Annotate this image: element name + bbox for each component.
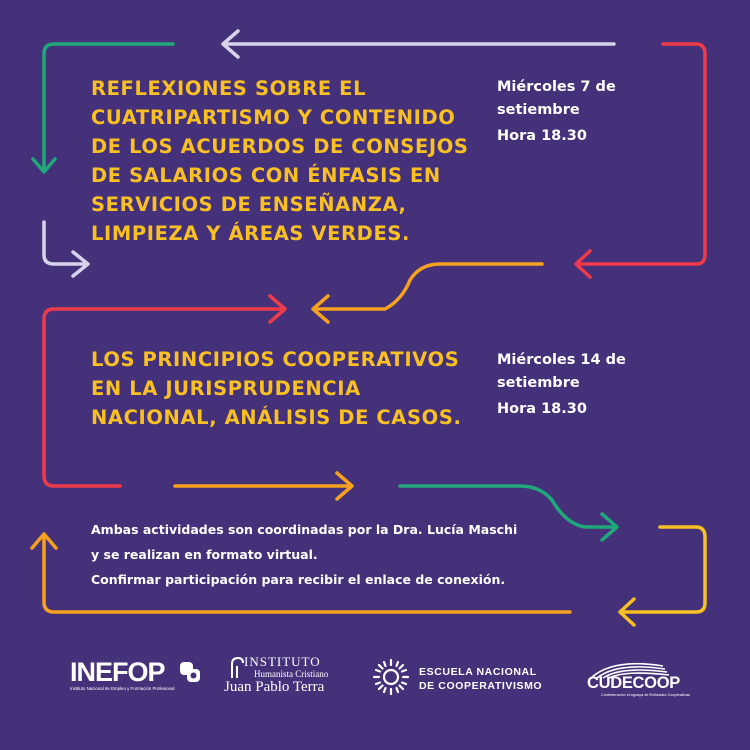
ihc-logo-line2: Humanista Cristiano [254, 669, 329, 679]
session-1-schedule [497, 76, 616, 148]
session-1-title-line: REFLEXIONES SOBRE EL [91, 77, 367, 100]
inefop-logo-subtitle: Instituto Nacional de Empleo y Formación Profesional [70, 686, 175, 691]
session-2-time: Hora 18.30 [497, 401, 587, 417]
sun-ring-icon [372, 658, 410, 696]
escuela-logo-text [419, 665, 542, 693]
ihc-emblem-icon [229, 656, 245, 680]
ihc-logo-line3: Juan Pablo Terra [224, 679, 325, 695]
session-2-title [91, 345, 461, 432]
note-line: Ambas actividades son coordinadas por la Dra. Lucía Maschi [91, 522, 518, 537]
session-2-date-line: setiembre [497, 375, 580, 391]
session-1-title-line: LIMPIEZA Y ÁREAS VERDES. [91, 222, 411, 245]
escuela-logo-line2: DE COOPERATIVISMO [419, 680, 543, 692]
inefop-emblem-icon [178, 660, 202, 684]
session-1-date-line: setiembre [497, 102, 580, 118]
session-1-time: Hora 18.30 [497, 128, 587, 144]
session-1-title-line: DE SALARIOS CON ÉNFASIS EN [91, 164, 441, 187]
session-2-title-line: NACIONAL, ANÁLISIS DE CASOS. [91, 406, 462, 429]
lavender-right-arrow-line [44, 222, 88, 276]
cudecoop-logo-name: CUDECOOP [587, 674, 680, 692]
session-2-title-line: LOS PRINCIPIOS COOPERATIVOS [91, 348, 460, 371]
session-2-schedule [497, 349, 626, 421]
session-1-title-line: SERVICIOS DE ENSEÑANZA, [91, 193, 407, 216]
session-1-title-line: CUATRIPARTISMO Y CONTENIDO [91, 106, 456, 129]
session-2-title-line: EN LA JURISPRUDENCIA [91, 377, 361, 400]
yellow-left-arrow-line [620, 527, 705, 625]
note-line: y se realizan en formato virtual. [91, 547, 318, 562]
coordination-note [91, 517, 517, 592]
session-1-date-line: Miércoles 7 de [497, 79, 616, 95]
inefop-logo [70, 658, 205, 692]
note-line: Confirmar participación para recibir el enlace de conexión. [91, 572, 506, 587]
session-1-title [91, 74, 469, 248]
escuela-logo-line1: ESCUELA NACIONAL [419, 666, 537, 678]
session-1-title-line: DE LOS ACUERDOS DE CONSEJOS [91, 135, 469, 158]
ihc-logo-line1: INSTITUTO [244, 654, 321, 669]
session-2-date-line: Miércoles 14 de [497, 352, 626, 368]
cudecoop-logo-subtitle: Confederación Uruguaya de Entidades Cooperativas [601, 693, 690, 697]
orange-right-arrow-line [175, 473, 352, 499]
ihc-logo [224, 655, 334, 696]
orange-left-arrow-line [313, 264, 542, 322]
inefop-logo-name: INEFOP [70, 657, 165, 687]
lavender-left-arrow-line [223, 31, 614, 57]
